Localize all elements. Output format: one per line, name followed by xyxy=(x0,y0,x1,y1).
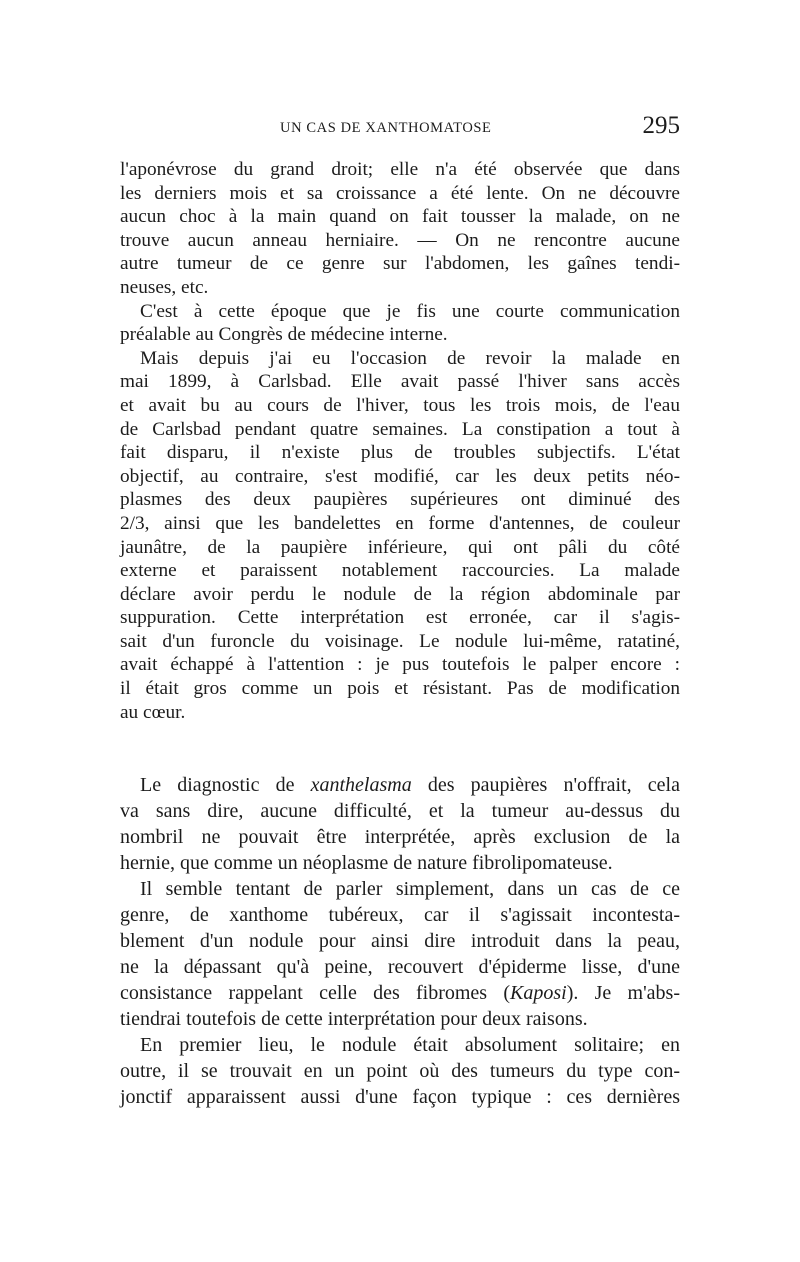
text-line: plasmes des deux paupières supérieures ont diminué des xyxy=(120,489,680,511)
page-body xyxy=(120,158,680,1110)
text-line: tiendrai toutefois de cette interprétation pour deux raisons. xyxy=(120,1008,588,1031)
italic-term: xanthelasma xyxy=(310,774,412,797)
text-line: En premier lieu, le nodule était absolument solitaire; en xyxy=(140,1034,680,1057)
text-line: aucun choc à la main quand on fait tousser la malade, on ne xyxy=(120,206,680,228)
text-line xyxy=(120,980,680,1006)
text-line: avait échappé à l'attention : je pus toutefois le palper encore : xyxy=(120,654,680,676)
text-line: trouve aucun anneau herniaire. — On ne rencontre aucune xyxy=(120,229,680,251)
text-line: au cœur. xyxy=(120,701,186,723)
text-line: externe et paraissent notablement raccourcies. La malade xyxy=(120,560,680,582)
paragraph-aponevrose xyxy=(120,158,680,300)
paragraph-communication xyxy=(120,300,680,347)
observation-section xyxy=(120,158,680,724)
paragraph-diagnostic xyxy=(120,772,680,876)
text-line: les derniers mois et sa croissance a été lente. On ne découvre xyxy=(120,182,680,204)
text-line: fait disparu, il n'existe plus de troubles subjectifs. L'état xyxy=(120,442,680,464)
paragraph-xanthome xyxy=(120,876,680,1032)
text-line: neuses, etc. xyxy=(120,276,209,298)
text-line: mai 1899, à Carlsbad. Elle avait passé l'hiver sans accès xyxy=(120,371,680,393)
text-line: outre, il se trouvait en un point où des tumeurs du type con- xyxy=(120,1060,680,1083)
text-run: consistance rappelant celle des fibromes ( xyxy=(120,982,510,1005)
text-line: et avait bu au cours de l'hiver, tous les trois mois, de l'eau xyxy=(120,394,680,416)
text-line: C'est à cette époque que je fis une courte communication xyxy=(140,300,680,322)
text-line: de Carlsbad pendant quatre semaines. La constipation a tout à xyxy=(120,418,680,440)
diagnosis-section xyxy=(120,772,680,1110)
text-line: objectif, au contraire, s'est modifié, car les deux petits néo- xyxy=(120,465,680,487)
text-line: jaunâtre, de la paupière inférieure, qui ont pâli du côté xyxy=(120,536,680,558)
text-line: Mais depuis j'ai eu l'occasion de revoir la malade en xyxy=(140,347,680,369)
text-run: ). Je m'abs- xyxy=(566,982,680,1005)
text-line: hernie, que comme un néoplasme de nature fibrolipomateuse. xyxy=(120,852,613,875)
running-title: UN CAS DE XANTHOMATOSE xyxy=(280,120,492,136)
text-line: jonctif apparaissent aussi d'une façon typique : ces dernières xyxy=(120,1086,680,1109)
text-line: nombril ne pouvait être interprétée, après exclusion de la xyxy=(120,826,680,849)
text-line: il était gros comme un pois et résistant. Pas de modification xyxy=(120,678,680,700)
paragraph-carlsbad xyxy=(120,347,680,725)
page-header xyxy=(120,112,680,152)
text-line: préalable au Congrès de médecine interne. xyxy=(120,324,448,346)
text-line: Il semble tentant de parler simplement, dans un cas de ce xyxy=(140,878,680,901)
text-line: va sans dire, aucune difficulté, et la tumeur au-dessus du xyxy=(120,800,680,823)
page-number: 295 xyxy=(642,112,680,139)
text-run: Le diagnostic de xyxy=(140,774,311,797)
paragraph-premier-lieu xyxy=(120,1032,680,1110)
text-line: autre tumeur de ce genre sur l'abdomen, les gaînes tendi- xyxy=(120,253,680,275)
text-line: blement d'un nodule pour ainsi dire introduit dans la peau, xyxy=(120,930,680,953)
text-line: genre, de xanthome tubéreux, car il s'agissait incontesta- xyxy=(120,904,680,927)
text-line: suppuration. Cette interprétation est erronée, car il s'agis- xyxy=(120,607,680,629)
text-line xyxy=(120,772,680,798)
text-line: ne la dépassant qu'à peine, recouvert d'épiderme lisse, d'une xyxy=(120,956,680,979)
italic-author: Kaposi xyxy=(510,982,567,1005)
text-line: 2/3, ainsi que les bandelettes en forme d'antennes, de couleur xyxy=(120,512,680,534)
text-line: sait d'un furoncle du voisinage. Le nodule lui-même, ratatiné, xyxy=(120,630,680,652)
text-line: l'aponévrose du grand droit; elle n'a été observée que dans xyxy=(120,159,680,180)
text-run: des paupières n'offrait, cela xyxy=(411,774,680,797)
text-line: déclare avoir perdu le nodule de la région abdominale par xyxy=(120,583,680,605)
